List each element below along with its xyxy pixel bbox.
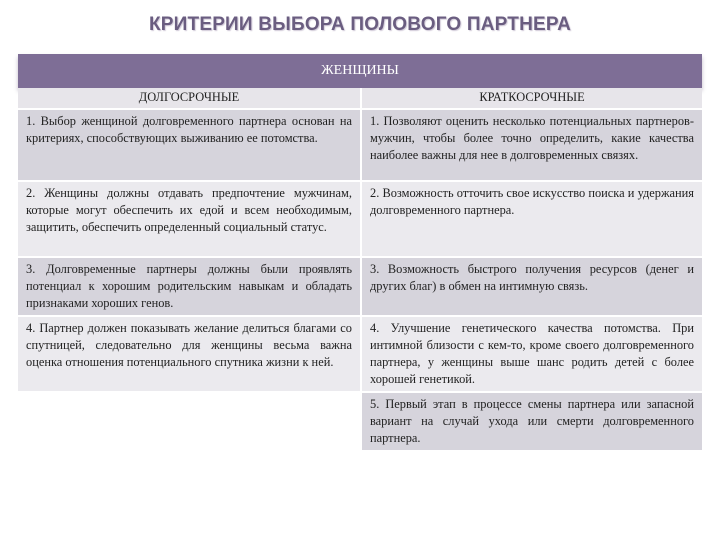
table-header-row xyxy=(18,88,702,109)
table-cell-long-term: 4. Партнер должен показывать желание делиться благами со спутницей, следовательно для женщины весьма важна оценка отношения потенциального спутника жизни к ней. xyxy=(18,316,361,392)
table-row xyxy=(18,392,702,451)
table-cell-short-term: 3. Возможность быстрого получения ресурсов (денег и других благ) в обмен на интимную связь. xyxy=(361,257,702,316)
table-cell-long-term: 2. Женщины должны отдавать предпочтение мужчинам, которые могут обеспечить их едой и всем необходимым, защитить, обеспечить определенный социальный статус. xyxy=(18,181,361,257)
table-cell-short-term: 1. Позволяют оценить несколько потенциальных партнеров-мужчин, чтобы более точно определить, какие качества наиболее важны для нее в долговременных связях. xyxy=(361,109,702,181)
table-row xyxy=(18,257,702,316)
table-cell-short-term: 4. Улучшение генетического качества потомства. При интимной близости с кем-то, кроме своего долговременного партнера, у женщины выше шанс родить детей с более хорошей генетикой. xyxy=(361,316,702,392)
table-row xyxy=(18,109,702,181)
table-cell-long-term: 1. Выбор женщиной долговременного партнера основан на критериях, способствующих выживанию ее потомства. xyxy=(18,109,361,181)
section-header-women: ЖЕНЩИНЫ xyxy=(18,54,702,88)
table-cell-short-term: 2. Возможность отточить свое искусство поиска и удержания долговременного партнера. xyxy=(361,181,702,257)
page-title: КРИТЕРИИ ВЫБОРА ПОЛОВОГО ПАРТНЕРА xyxy=(148,14,572,35)
column-header-short-term: КРАТКОСРОЧНЫЕ xyxy=(361,88,702,109)
table-cell-long-term-empty xyxy=(18,392,361,451)
table-cell-long-term: 3. Долговременные партнеры должны были проявлять потенциал к хорошим родительским навыкам и обладать признаками хороших генов. xyxy=(18,257,361,316)
table-row xyxy=(18,316,702,392)
table-cell-short-term: 5. Первый этап в процессе смены партнера или запасной вариант на случай ухода или смерти долговременного партнера. xyxy=(361,392,702,451)
column-header-long-term: ДОЛГОСРОЧНЫЕ xyxy=(18,88,361,109)
table-row xyxy=(18,181,702,257)
criteria-table xyxy=(18,88,702,452)
